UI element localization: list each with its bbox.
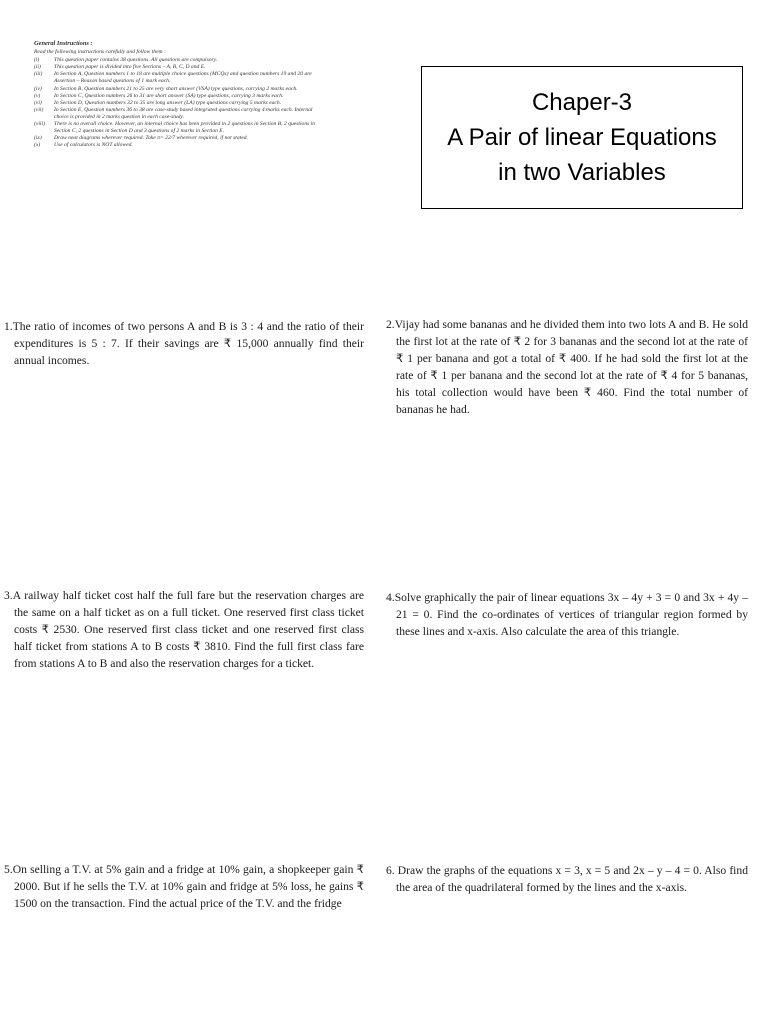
- instruction-text: In Section C, Question numbers 26 to 31 are short answer (SA) type questions, carrying 3 marks each.: [54, 92, 284, 99]
- general-instructions: [34, 40, 318, 149]
- instruction-text: In Section E, Question numbers 36 to 38 are case-study based integrated questions carrying 4 marks each. Internal choice is provided in 2 marks question in each case-study.: [54, 106, 313, 120]
- instruction-number: (iii): [34, 71, 43, 78]
- question-6: [386, 862, 748, 896]
- question-3: [4, 587, 364, 672]
- instruction-number: (ii): [34, 64, 41, 71]
- instruction-number: (v): [34, 92, 41, 99]
- question-3-text: 3.A railway half ticket cost half the full fare but the reservation charges are the same on a half ticket as on a full ticket. One reserved first class ticket costs ₹ 2530. One reserved first class ticket and one reserved first class half ticket from stations A to B costs ₹ 3810. Find the full first class fare from stations A to B and also the reservation charges for a ticket.: [4, 589, 364, 670]
- chapter-title-line-3: in two Variables: [498, 159, 666, 186]
- chapter-title-line-2: A Pair of linear Equations: [447, 124, 717, 151]
- instruction-text: This question paper is divided into five Sections – A, B, C, D and E.: [54, 64, 206, 71]
- instruction-text: This question paper contains 38 questions. All questions are compulsory.: [54, 57, 218, 64]
- question-5: [4, 861, 364, 912]
- question-4: [386, 589, 748, 640]
- instructions-intro: Read the following instructions carefully and follow them :: [34, 49, 166, 56]
- instruction-item: [34, 100, 318, 107]
- instruction-number: (vii): [34, 106, 44, 113]
- instruction-number: (vi): [34, 99, 42, 106]
- instruction-text: In Section D, Question numbers 32 to 35 are long answer (LA) type questions carrying 5 marks each.: [54, 99, 282, 106]
- instruction-number: (x): [34, 142, 41, 149]
- instruction-item: [34, 142, 318, 149]
- question-1: [4, 318, 364, 369]
- chapter-title-line-1: Chaper-3: [531, 89, 633, 116]
- instruction-item: [34, 86, 318, 93]
- instructions-list: [34, 57, 318, 149]
- question-4-text: 4.Solve graphically the pair of linear equations 3x – 4y + 3 = 0 and 3x + 4y – 21 = 0. Find the co-ordinates of vertices of triangular region formed by these lines and x-axis. Also calculate the area of this triangle.: [386, 591, 748, 638]
- instructions-heading: General Instructions :: [34, 40, 93, 47]
- question-2: [386, 316, 748, 418]
- instruction-item: [34, 107, 318, 121]
- instruction-item: [34, 121, 318, 135]
- instruction-number: (i): [34, 57, 40, 64]
- instruction-text: In Section A, Question numbers 1 to 18 are multiple choice questions (MCQs) and question numbers 19 and 20 are Assertion – Reason based questions of 1 mark each.: [54, 71, 312, 85]
- instruction-item: [34, 93, 318, 100]
- instruction-number: (viii): [34, 121, 45, 128]
- instruction-text: There is no overall choice. However, an internal choice has been provided in 2 questions in Section B, 2 questions in Section C, 2 questions in Section D and 3 questions of 2 marks in Section E.: [54, 121, 316, 135]
- question-1-text: 1.The ratio of incomes of two persons A and B is 3 : 4 and the ratio of their expenditures is 5 : 7. If their savings are ₹ 15,000 annually find their annual incomes.: [4, 320, 364, 367]
- instruction-text: In Section B, Question numbers 21 to 25 are very short answer (VSA) type questions, carrying 2 marks each.: [54, 85, 298, 92]
- question-2-text: 2.Vijay had some bananas and he divided them into two lots A and B. He sold the first lot at the rate of ₹ 2 for 3 bananas and the second lot at the rate of ₹ 1 per banana and got a total of ₹ 400. If he had sold the first lot at the rate of ₹ 1 per banana and the second lot at the rate of ₹ 4 for 5 bananas, his total collection would have been ₹ 460. Find the total number of bananas he had.: [386, 318, 748, 416]
- chapter-title-box: [421, 66, 743, 209]
- instruction-number: (iv): [34, 85, 42, 92]
- instruction-text: Use of calculators is NOT allowed.: [54, 142, 133, 149]
- instruction-text: Draw neat diagrams wherever required. Take π= 22/7 wherever required, if not stated.: [54, 135, 248, 142]
- question-6-text: 6. Draw the graphs of the equations x = 3, x = 5 and 2x – y – 4 = 0. Also find the area of the quadrilateral formed by the lines and the x-axis.: [386, 864, 748, 894]
- question-5-text: 5.On selling a T.V. at 5% gain and a fridge at 10% gain, a shopkeeper gain ₹ 2000. But if he sells the T.V. at 10% gain and fridge at 5% loss, he gains ₹ 1500 on the transaction. Find the actual price of the T.V. and the fridge: [4, 863, 364, 910]
- instruction-item: [34, 71, 318, 85]
- instruction-number: (ix): [34, 135, 42, 142]
